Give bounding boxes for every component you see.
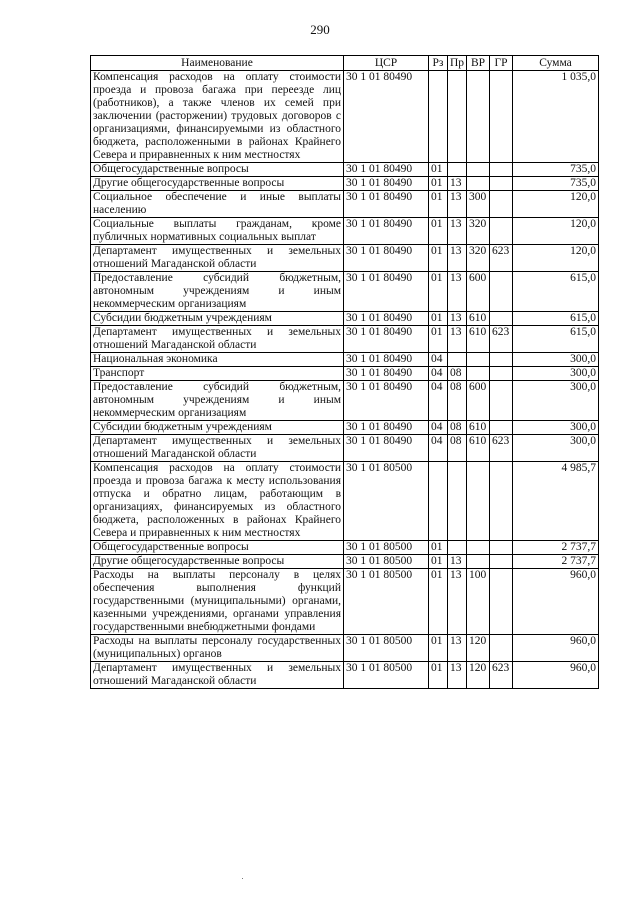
row-sum: 300,0 [513,353,599,367]
row-rz: 01 [429,541,448,555]
row-vr: 100 [467,569,490,635]
row-gr [490,272,513,312]
row-gr [490,381,513,421]
row-name: Общегосударственные вопросы [91,541,344,555]
row-name: Департамент имущественных и земельных отношений Магаданской области [91,435,344,462]
table-row [91,435,599,462]
table-row [91,367,599,381]
row-vr: 610 [467,326,490,353]
row-name: Социальные выплаты гражданам, кроме публичных нормативных социальных выплат [91,218,344,245]
row-name: Другие общегосударственные вопросы [91,555,344,569]
row-sum: 960,0 [513,662,599,689]
column-header-name: Наименование [91,56,344,71]
row-pr: 13 [448,218,467,245]
row-pr: 13 [448,326,467,353]
row-sum: 300,0 [513,367,599,381]
row-vr: 600 [467,272,490,312]
table-row [91,353,599,367]
table-row [91,191,599,218]
row-rz: 01 [429,218,448,245]
row-name: Расходы на выплаты персоналу в целях обеспечения выполнения функций государственными (муниципальными) органами, казенными учреждениями, органами управления государственными внебюджетными фондами [91,569,344,635]
row-gr: 623 [490,326,513,353]
row-pr: 13 [448,177,467,191]
table-row [91,163,599,177]
row-sum: 300,0 [513,381,599,421]
row-name: Компенсация расходов на оплату стоимости проезда и провоза багажа к месту использования отпуска и обратно лицам, работающим в организациях, финансируемых из областного бюджета, расположенных в районах Крайнего Севера и приравненных к ним местностях [91,462,344,541]
table-row [91,421,599,435]
row-rz: 01 [429,272,448,312]
row-sum: 615,0 [513,272,599,312]
row-rz: 04 [429,381,448,421]
row-csr: 30 1 01 80490 [344,435,429,462]
row-sum: 2 737,7 [513,541,599,555]
row-gr [490,421,513,435]
row-pr: 08 [448,381,467,421]
row-vr: 300 [467,191,490,218]
row-rz: 01 [429,569,448,635]
row-pr: 13 [448,662,467,689]
row-rz: 04 [429,353,448,367]
row-name: Компенсация расходов на оплату стоимости проезда и провоза багажа при переезде лиц (работников), а также членов их семей при заключении (расторжении) трудовых договоров с организациями, финансируемыми из областного бюджета, расположенными в районах Крайнего Севера и приравненных к ним местностях [91,71,344,163]
row-csr: 30 1 01 80490 [344,177,429,191]
row-vr: 610 [467,421,490,435]
row-name: Общегосударственные вопросы [91,163,344,177]
row-csr: 30 1 01 80500 [344,555,429,569]
row-sum: 735,0 [513,177,599,191]
row-pr [448,462,467,541]
row-csr: 30 1 01 80490 [344,353,429,367]
row-sum: 300,0 [513,421,599,435]
row-vr: 610 [467,312,490,326]
row-gr [490,218,513,245]
row-gr: 623 [490,435,513,462]
table-row [91,462,599,541]
row-sum: 615,0 [513,312,599,326]
row-name: Департамент имущественных и земельных отношений Магаданской области [91,662,344,689]
column-header-sum: Сумма [513,56,599,71]
row-pr: 08 [448,421,467,435]
table-row [91,272,599,312]
row-rz: 01 [429,555,448,569]
row-sum: 120,0 [513,191,599,218]
row-gr [490,191,513,218]
row-csr: 30 1 01 80490 [344,381,429,421]
table-row [91,381,599,421]
row-csr: 30 1 01 80500 [344,462,429,541]
row-gr [490,555,513,569]
table-row [91,635,599,662]
row-rz: 01 [429,177,448,191]
table-row [91,326,599,353]
table-row [91,541,599,555]
row-sum: 120,0 [513,218,599,245]
row-pr: 13 [448,635,467,662]
row-vr: 610 [467,435,490,462]
row-sum: 735,0 [513,163,599,177]
row-csr: 30 1 01 80490 [344,245,429,272]
row-csr: 30 1 01 80500 [344,569,429,635]
row-pr: 13 [448,555,467,569]
row-pr [448,163,467,177]
row-csr: 30 1 01 80490 [344,312,429,326]
row-sum: 615,0 [513,326,599,353]
row-sum: 2 737,7 [513,555,599,569]
row-csr: 30 1 01 80500 [344,662,429,689]
row-name: Социальное обеспечение и иные выплаты населению [91,191,344,218]
row-gr [490,569,513,635]
table-body [91,71,599,689]
row-name: Субсидии бюджетным учреждениям [91,312,344,326]
page-number: 290 [310,22,330,37]
column-header-rz: Рз [429,56,448,71]
row-gr [490,635,513,662]
row-pr [448,541,467,555]
row-name: Национальная экономика [91,353,344,367]
column-header-vr: ВР [467,56,490,71]
row-gr: 623 [490,245,513,272]
row-pr: 13 [448,569,467,635]
row-gr [490,177,513,191]
scan-speck [242,878,243,879]
row-vr: 120 [467,662,490,689]
row-pr: 13 [448,191,467,218]
table-row [91,218,599,245]
table-header-row [91,56,599,71]
table-row [91,662,599,689]
table-row [91,177,599,191]
table-row [91,569,599,635]
budget-table [90,55,599,689]
row-gr: 623 [490,662,513,689]
column-header-csr: ЦСР [344,56,429,71]
row-rz: 01 [429,635,448,662]
row-rz: 01 [429,245,448,272]
row-csr: 30 1 01 80500 [344,635,429,662]
row-csr: 30 1 01 80490 [344,163,429,177]
row-name: Предоставление субсидий бюджетным, автономным учреждениям и иным некоммерческим организациям [91,381,344,421]
row-sum: 960,0 [513,569,599,635]
row-pr: 13 [448,272,467,312]
row-rz [429,71,448,163]
row-name: Департамент имущественных и земельных отношений Магаданской области [91,245,344,272]
row-rz: 01 [429,163,448,177]
row-gr [490,367,513,381]
row-pr: 13 [448,245,467,272]
row-vr: 320 [467,218,490,245]
row-gr [490,71,513,163]
row-rz: 04 [429,421,448,435]
row-sum: 4 985,7 [513,462,599,541]
row-pr [448,71,467,163]
row-vr [467,353,490,367]
row-csr: 30 1 01 80490 [344,272,429,312]
row-vr [467,462,490,541]
row-sum: 300,0 [513,435,599,462]
row-sum: 120,0 [513,245,599,272]
row-sum: 960,0 [513,635,599,662]
row-rz: 04 [429,367,448,381]
table-row [91,71,599,163]
row-vr: 120 [467,635,490,662]
table-row [91,245,599,272]
row-name: Расходы на выплаты персоналу государственных (муниципальных) органов [91,635,344,662]
row-sum: 1 035,0 [513,71,599,163]
table-row [91,555,599,569]
row-vr [467,367,490,381]
row-csr: 30 1 01 80490 [344,71,429,163]
row-vr [467,555,490,569]
row-csr: 30 1 01 80490 [344,421,429,435]
row-gr [490,353,513,367]
row-pr: 08 [448,367,467,381]
row-name: Департамент имущественных и земельных отношений Магаданской области [91,326,344,353]
row-csr: 30 1 01 80500 [344,541,429,555]
row-name: Предоставление субсидий бюджетным, автономным учреждениям и иным некоммерческим организациям [91,272,344,312]
table-row [91,312,599,326]
row-gr [490,541,513,555]
row-rz: 01 [429,191,448,218]
row-rz: 01 [429,662,448,689]
row-pr: 08 [448,435,467,462]
row-vr: 600 [467,381,490,421]
row-name: Другие общегосударственные вопросы [91,177,344,191]
row-csr: 30 1 01 80490 [344,218,429,245]
row-vr [467,541,490,555]
row-rz: 01 [429,312,448,326]
column-header-gr: ГР [490,56,513,71]
row-name: Транспорт [91,367,344,381]
row-vr [467,163,490,177]
row-name: Субсидии бюджетным учреждениям [91,421,344,435]
column-header-pr: Пр [448,56,467,71]
row-vr: 320 [467,245,490,272]
row-gr [490,163,513,177]
row-pr [448,353,467,367]
row-rz: 04 [429,435,448,462]
row-csr: 30 1 01 80490 [344,367,429,381]
row-csr: 30 1 01 80490 [344,191,429,218]
row-gr [490,462,513,541]
row-gr [490,312,513,326]
row-pr: 13 [448,312,467,326]
row-vr [467,71,490,163]
row-vr [467,177,490,191]
row-csr: 30 1 01 80490 [344,326,429,353]
row-rz [429,462,448,541]
row-rz: 01 [429,326,448,353]
